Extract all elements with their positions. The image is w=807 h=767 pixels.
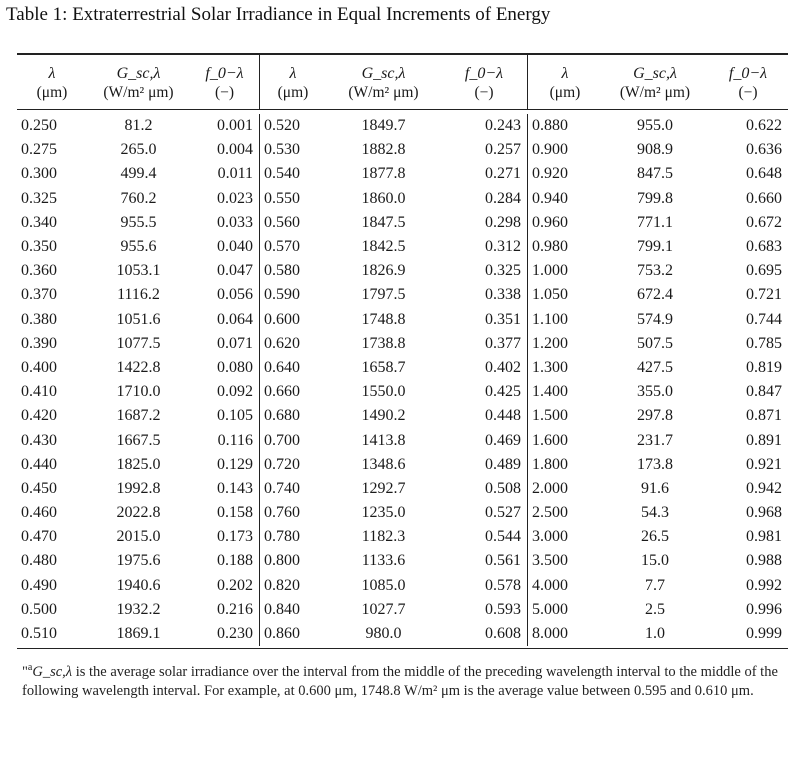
table-cell: 0.648 [746, 165, 782, 183]
table-cell: 1710.0 [116, 383, 161, 401]
footnote-marker: "$^a$ [22, 662, 33, 680]
table-cell: 955.6 [120, 238, 157, 256]
table-cell: 1825.0 [116, 455, 161, 473]
table-cell: 0.390 [21, 334, 57, 352]
table-cell: 0.470 [21, 528, 57, 546]
table-cell: 0.920 [532, 165, 568, 183]
header-f-0-lambda-1 [190, 55, 260, 109]
header-lambda-3 [528, 55, 602, 109]
table-cell: 0.527 [441, 501, 528, 525]
table-cell: 1133.6 [361, 552, 406, 570]
table-cell: 2.5 [645, 600, 665, 618]
header-g-sc-3 [602, 55, 708, 109]
header-unit: (μm) [277, 84, 309, 102]
table-cell: 0.402 [441, 356, 528, 380]
table-cell: 173.8 [637, 455, 673, 473]
table-cell: 0.116 [190, 428, 260, 452]
table-cell: 0.560 [264, 213, 300, 231]
table-cell: 1053.1 [116, 262, 161, 280]
table-cell: 0.550 [264, 189, 300, 207]
table-cell: 0.780 [264, 528, 300, 546]
table-cell: 2.500 [532, 504, 568, 522]
table-cell: 355.0 [637, 383, 673, 401]
table-cell: 0.508 [441, 477, 528, 501]
table-caption: Table 1: Extraterrestrial Solar Irradiance in Equal Increments of Energy [6, 4, 551, 25]
table-cell: 1051.6 [116, 310, 161, 328]
header-symbol: f_0−λ [205, 65, 244, 82]
header-unit: (W/m² μm) [103, 84, 174, 102]
table-cell: 955.5 [120, 213, 157, 231]
header-g-sc-1 [87, 55, 190, 109]
table-cell: 0.600 [264, 310, 300, 328]
table-cell: 3.000 [532, 528, 568, 546]
table-cell: 0.636 [746, 141, 782, 159]
table-cell: 0.011 [190, 162, 260, 186]
table-cell: 1658.7 [361, 358, 406, 376]
table-cell: 0.360 [21, 262, 57, 280]
table-cell: 0.469 [441, 428, 528, 452]
header-unit: (μm) [36, 84, 68, 102]
table-cell: 1860.0 [361, 189, 406, 207]
table-cell: 1932.2 [116, 600, 161, 618]
header-symbol: f_0−λ [464, 65, 504, 82]
table-cell: 15.0 [641, 552, 669, 570]
table-cell: 1.800 [532, 455, 568, 473]
table-cell: 0.420 [21, 407, 57, 425]
table-cell: 1.200 [532, 334, 568, 352]
table-cell: 0.216 [190, 598, 260, 622]
footnote-text: is the average solar irradiance over the interval from the middle of the preceding wavelength interval to the middle of the following wavelength interval. For example, at 0.600 μm, 1748.8 W/m² μm is the average value between 0.595 and 0.610 μm. [22, 663, 778, 699]
table-cell: 1.300 [532, 358, 568, 376]
table-cell: 0.700 [264, 431, 300, 449]
table-cell: 1182.3 [361, 528, 406, 546]
header-symbol: G_sc,λ [633, 65, 677, 82]
table-cell: 0.370 [21, 286, 57, 304]
table-cell: 5.000 [532, 600, 568, 618]
table-cell: 0.540 [264, 165, 300, 183]
footnote-symbol: G_sc,λ [32, 663, 73, 680]
table-cell: 0.988 [746, 552, 782, 570]
header-symbol: λ [561, 65, 569, 82]
table-cell: 1975.6 [116, 552, 161, 570]
table-cell: 0.683 [746, 238, 782, 256]
table-cell: 1085.0 [361, 576, 406, 594]
table-cell: 0.071 [190, 332, 260, 356]
table-cell: 0.570 [264, 238, 300, 256]
table-cell: 0.819 [746, 358, 782, 376]
table-cell: 0.960 [532, 213, 568, 231]
header-symbol: f_0−λ [728, 65, 768, 82]
table-cell: 0.785 [746, 334, 782, 352]
table-cell: 0.448 [441, 404, 528, 428]
table-cell: 1748.8 [361, 310, 406, 328]
table-cell: 0.377 [441, 332, 528, 356]
header-symbol: λ [48, 65, 56, 82]
table-cell: 0.450 [21, 479, 57, 497]
table-cell: 0.351 [441, 308, 528, 332]
header-symbol: λ [289, 65, 297, 82]
table-cell: 0.622 [746, 117, 782, 135]
table-cell: 0.004 [190, 138, 260, 162]
table-cell: 231.7 [637, 431, 673, 449]
table-cell: 0.510 [21, 625, 57, 643]
table-cell: 1869.1 [116, 625, 161, 643]
table-cell: 297.8 [637, 407, 673, 425]
table-cell: 0.105 [190, 404, 260, 428]
table-cell: 0.350 [21, 238, 57, 256]
table-cell: 0.188 [190, 549, 260, 573]
table-cell: 0.325 [21, 189, 57, 207]
table-cell: 4.000 [532, 576, 568, 594]
table-cell: 0.202 [190, 574, 260, 598]
table-cell: 0.880 [532, 117, 568, 135]
table-cell: 0.400 [21, 358, 57, 376]
table-cell: 0.064 [190, 308, 260, 332]
table-cell: 26.5 [641, 528, 669, 546]
table-cell: 0.460 [21, 504, 57, 522]
table-cell: 0.530 [264, 141, 300, 159]
table-cell: 0.891 [746, 431, 782, 449]
table-cell: 574.9 [637, 310, 673, 328]
table-cell: 799.1 [637, 238, 673, 256]
table-cell: 1235.0 [361, 504, 406, 522]
table-cell: 0.143 [190, 477, 260, 501]
table-cell: 0.561 [441, 549, 528, 573]
table-cell: 0.940 [532, 189, 568, 207]
table-cell: 54.3 [641, 504, 669, 522]
table-cell: 1077.5 [116, 334, 161, 352]
table-cell: 0.300 [21, 165, 57, 183]
table-cell: 0.158 [190, 501, 260, 525]
header-f-0-lambda-3 [708, 55, 788, 109]
table-cell: 0.338 [441, 283, 528, 307]
table-cell: 0.840 [264, 600, 300, 618]
table-cell: 507.5 [637, 334, 673, 352]
table-cell: 1550.0 [361, 383, 406, 401]
table-cell: 0.325 [441, 259, 528, 283]
table-cell: 0.695 [746, 262, 782, 280]
table-cell: 0.590 [264, 286, 300, 304]
header-unit: (W/m² μm) [619, 84, 691, 102]
table-cell: 0.580 [264, 262, 300, 280]
bottom-rule [17, 648, 788, 649]
table-cell: 0.921 [746, 455, 782, 473]
table-cell: 0.173 [190, 525, 260, 549]
table-cell: 0.900 [532, 141, 568, 159]
table-cell: 1992.8 [116, 479, 161, 497]
table-cell: 0.847 [746, 383, 782, 401]
header-unit: (−) [214, 84, 235, 102]
table-cell: 1877.8 [361, 165, 406, 183]
table-cell: 0.660 [746, 189, 782, 207]
table-cell: 1.050 [532, 286, 568, 304]
table-cell: 0.047 [190, 259, 260, 283]
table-cell: 0.760 [264, 504, 300, 522]
table-cell: 1738.8 [361, 334, 406, 352]
header-unit: (−) [474, 84, 494, 102]
table-cell: 0.340 [21, 213, 57, 231]
table-cell: 0.680 [264, 407, 300, 425]
table-cell: 1116.2 [117, 286, 160, 304]
table-cell: 1940.6 [116, 576, 161, 594]
table-cell: 0.578 [441, 574, 528, 598]
table-cell: 0.721 [746, 286, 782, 304]
table-cell: 1348.6 [361, 455, 406, 473]
table-cell: 0.992 [746, 576, 782, 594]
header-symbol: G_sc,λ [116, 65, 161, 82]
table-cell: 0.312 [441, 235, 528, 259]
table-cell: 847.5 [637, 165, 673, 183]
table-cell: 0.250 [21, 117, 57, 135]
table-cell: 0.980 [532, 238, 568, 256]
table-cell: 1847.5 [361, 213, 406, 231]
table-cell: 1.600 [532, 431, 568, 449]
table-cell: 771.1 [637, 213, 673, 231]
header-unit: (−) [738, 84, 758, 102]
header-g-sc-2 [326, 55, 441, 109]
table-cell: 0.820 [264, 576, 300, 594]
header-unit: (W/m² μm) [348, 84, 419, 102]
table-cell: 0.608 [441, 622, 528, 646]
header-symbol: G_sc,λ [361, 65, 406, 82]
table-cell: 1826.9 [361, 262, 406, 280]
table-cell: 1842.5 [361, 238, 406, 256]
table-cell: 0.860 [264, 625, 300, 643]
table-cell: 0.080 [190, 356, 260, 380]
header-unit: (μm) [549, 84, 581, 102]
table-cell: 0.023 [190, 187, 260, 211]
table-cell: 0.271 [441, 162, 528, 186]
irradiance-table [17, 53, 788, 649]
table-cell: 0.620 [264, 334, 300, 352]
table-cell: 0.489 [441, 453, 528, 477]
table-cell: 0.968 [746, 504, 782, 522]
table-cell: 0.871 [746, 407, 782, 425]
header-f-0-lambda-2 [441, 55, 528, 109]
header-lambda-1 [17, 55, 87, 109]
table-cell: 0.593 [441, 598, 528, 622]
table-cell: 0.380 [21, 310, 57, 328]
table-cell: 0.284 [441, 187, 528, 211]
table-cell: 0.720 [264, 455, 300, 473]
table-cell: 499.4 [120, 165, 157, 183]
table-cell: 0.230 [190, 622, 260, 646]
table-cell: 427.5 [637, 358, 673, 376]
table-cell: 0.440 [21, 455, 57, 473]
table-cell: 0.744 [746, 310, 782, 328]
table-cell: 0.056 [190, 283, 260, 307]
table-cell: 0.490 [21, 576, 57, 594]
table-cell: 1.100 [532, 310, 568, 328]
table-cell: 0.520 [264, 117, 300, 135]
table-cell: 0.257 [441, 138, 528, 162]
table-cell: 0.430 [21, 431, 57, 449]
table-cell: 672.4 [637, 286, 673, 304]
table-cell: 1027.7 [361, 600, 406, 618]
table-cell: 1422.8 [116, 358, 161, 376]
table-cell: 3.500 [532, 552, 568, 570]
table-cell: 0.275 [21, 141, 57, 159]
table-cell: 0.981 [746, 528, 782, 546]
table-cell: 0.544 [441, 525, 528, 549]
table-cell: 0.243 [441, 114, 528, 138]
table-cell: 0.033 [190, 211, 260, 235]
header-rule [17, 109, 788, 110]
table-cell: 0.129 [190, 453, 260, 477]
table-cell: 1.500 [532, 407, 568, 425]
table-cell: 1.000 [532, 262, 568, 280]
table-cell: 0.092 [190, 380, 260, 404]
table-cell: 2015.0 [116, 528, 161, 546]
table-cell: 1797.5 [361, 286, 406, 304]
table-cell: 7.7 [645, 576, 665, 594]
table-cell: 1413.8 [361, 431, 406, 449]
table-cell: 0.425 [441, 380, 528, 404]
table-cell: 0.640 [264, 358, 300, 376]
table-cell: 760.2 [120, 189, 157, 207]
table-cell: 0.672 [746, 213, 782, 231]
table-cell: 0.298 [441, 211, 528, 235]
table-cell: 0.800 [264, 552, 300, 570]
table-cell: 0.480 [21, 552, 57, 570]
table-cell: 0.999 [746, 625, 782, 643]
table-cell: 0.410 [21, 383, 57, 401]
table-cell: 1882.8 [361, 141, 406, 159]
table-cell: 81.2 [124, 117, 153, 135]
header-lambda-2 [260, 55, 326, 109]
table-body [17, 114, 788, 646]
table-cell: 1667.5 [116, 431, 161, 449]
table-cell: 0.996 [746, 600, 782, 618]
table-cell: 0.660 [264, 383, 300, 401]
table-cell: 1490.2 [361, 407, 406, 425]
table-cell: 2022.8 [116, 504, 161, 522]
table-cell: 0.500 [21, 600, 57, 618]
table-cell: 1687.2 [116, 407, 161, 425]
table-cell: 753.2 [637, 262, 673, 280]
table-cell: 955.0 [637, 117, 673, 135]
table-cell: 1.400 [532, 383, 568, 401]
table-cell: 1849.7 [361, 117, 406, 135]
table-cell: 8.000 [532, 625, 568, 643]
table-cell: 0.740 [264, 479, 300, 497]
table-cell: 265.0 [120, 141, 157, 159]
table-cell: 799.8 [637, 189, 673, 207]
table-cell: 0.040 [190, 235, 260, 259]
table-cell: 980.0 [365, 625, 402, 643]
table-cell: 91.6 [641, 479, 669, 497]
table-cell: 1.0 [645, 625, 665, 643]
table-cell: 2.000 [532, 479, 568, 497]
table-footnote [22, 658, 787, 701]
table-cell: 1292.7 [361, 479, 406, 497]
table-cell: 0.001 [190, 114, 260, 138]
table-cell: 0.942 [746, 479, 782, 497]
table-header [17, 55, 788, 109]
table-cell: 908.9 [637, 141, 673, 159]
